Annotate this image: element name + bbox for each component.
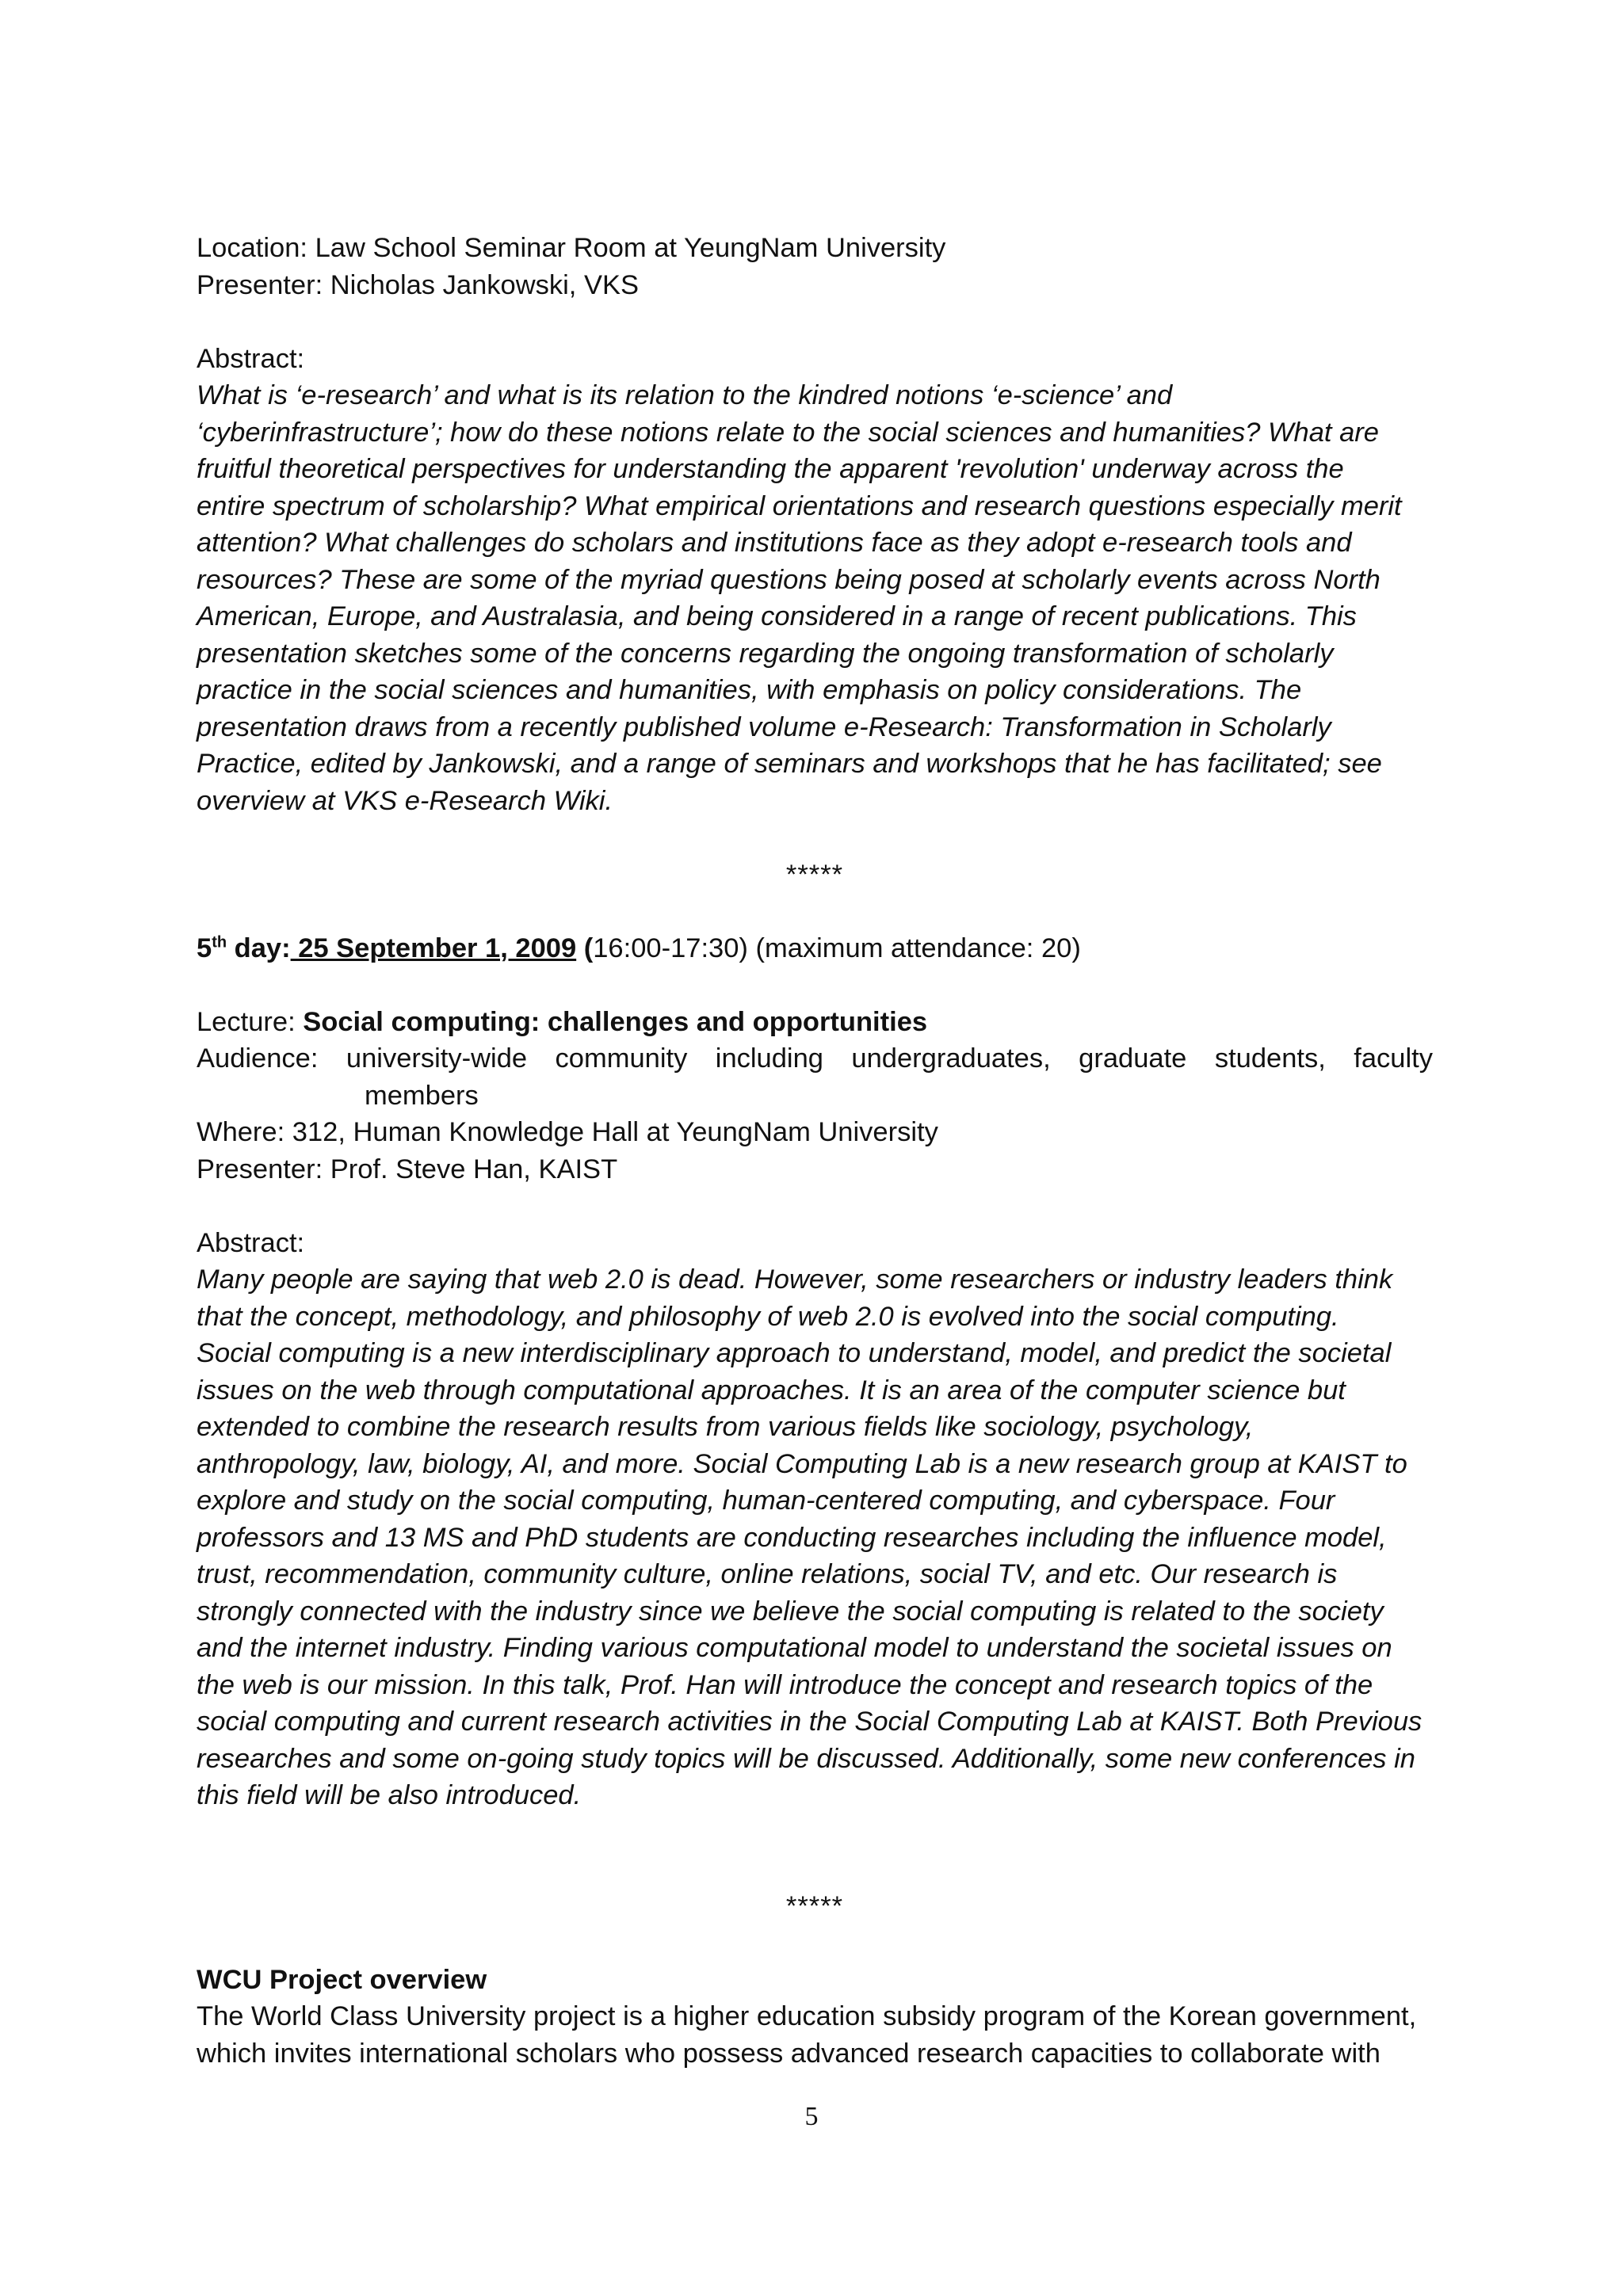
abstract-line: attention? What challenges do scholars and institutions face as they adopt e-research tools and <box>197 528 1352 558</box>
page-number: 5 <box>804 2102 819 2131</box>
abstract-line: ‘cyberinfrastructure’; how do these notions relate to the social sciences and humanities? What are <box>197 417 1379 448</box>
abstract-line: and the internet industry. Finding various computational model to understand the societal issues on <box>197 1633 1392 1663</box>
audience-word: Audience: <box>197 1043 319 1074</box>
abstract-line: anthropology, law, biology, AI, and more. Social Computing Lab is a new research group at KAIST to <box>197 1448 1407 1479</box>
section-separator: ***** <box>785 1890 844 1921</box>
audience-word: community <box>555 1043 688 1074</box>
day-suffix: th <box>212 933 227 951</box>
session-date: 25 September 1, 2009 <box>290 933 577 963</box>
abstract-line: presentation sketches some of the concerns regarding the ongoing transformation of scholarly <box>197 638 1334 669</box>
abstract-line: Many people are saying that web 2.0 is dead. However, some researchers or industry leaders think <box>197 1264 1393 1295</box>
abstract-line: entire spectrum of scholarship? What empirical orientations and research questions especially merit <box>197 490 1402 521</box>
abstract-line: practice in the social sciences and humanities, with emphasis on policy considerations. The <box>197 675 1302 705</box>
section-separator: ***** <box>785 859 844 890</box>
audience-word: graduate <box>1079 1043 1187 1074</box>
abstract-line: researches and some on-going study topics will be discussed. Additionally, some new conferences in <box>197 1743 1415 1774</box>
session5-abstract <box>197 1261 1433 1814</box>
session5-abstract-label: Abstract: <box>197 1227 305 1258</box>
session4-location: Location: Law School Seminar Room at YeungNam University <box>197 233 946 263</box>
audience-word: students, <box>1214 1043 1326 1074</box>
abstract-line: professors and 13 MS and PhD students are conducting researches including the influence model, <box>197 1522 1387 1553</box>
session4-abstract <box>197 377 1433 819</box>
session5-day-heading <box>197 930 1433 967</box>
session-time: 16:00-17:30) (maximum attendance: 20) <box>593 933 1081 963</box>
session4-abstract-label: Abstract: <box>197 343 305 374</box>
session5-presenter: Presenter: Prof. Steve Han, KAIST <box>197 1154 618 1184</box>
wcu-line: which invites international scholars who possess advanced research capacities to collaborate with <box>197 2038 1381 2069</box>
abstract-line: social computing and current research activities in the Social Computing Lab at KAIST. Both Previous <box>197 1707 1423 1737</box>
abstract-line: Practice, edited by Jankowski, and a range of seminars and workshops that he has facilitated; see <box>197 749 1382 779</box>
document-body <box>197 230 1433 2072</box>
abstract-line: American, Europe, and Australasia, and being considered in a range of recent publications. This <box>197 601 1357 631</box>
abstract-line: overview at VKS e-Research Wiki. <box>197 785 613 816</box>
audience-word: faculty <box>1354 1043 1433 1074</box>
lecture-title: Social computing: challenges and opportunities <box>303 1006 928 1037</box>
wcu-line: The World Class University project is a higher education subsidy program of the Korean government, <box>197 2001 1417 2031</box>
lecture-label: Lecture: <box>197 1006 304 1037</box>
day-word: day: <box>227 933 291 963</box>
abstract-line: strongly connected with the industry since we believe the social computing is related to the society <box>197 1596 1384 1627</box>
audience-word: university-wide <box>346 1043 528 1074</box>
session4-presenter: Presenter: Nicholas Jankowski, VKS <box>197 269 639 300</box>
abstract-line: this field will be also introduced. <box>197 1780 582 1810</box>
abstract-line: Social computing is a new interdisciplinary approach to understand, model, and predict the societal <box>197 1338 1392 1368</box>
day-number: 5 <box>197 933 212 963</box>
audience-word: including <box>715 1043 823 1074</box>
session5-lecture <box>197 1004 1433 1041</box>
abstract-line: trust, recommendation, community culture, online relations, social TV, and etc. Our research is <box>197 1559 1338 1589</box>
abstract-line: presentation draws from a recently published volume e-Research: Transformation in Scholarly <box>197 711 1331 742</box>
session5-audience-cont: members <box>365 1080 479 1111</box>
wcu-heading: WCU Project overview <box>197 1964 487 1995</box>
abstract-line: fruitful theoretical perspectives for understanding the apparent 'revolution' underway across the <box>197 454 1344 484</box>
abstract-line: What is ‘e-research’ and what is its relation to the kindred notions ‘e-science’ and <box>197 380 1173 410</box>
abstract-line: explore and study on the social computing, human-centered computing, and cyberspace. Four <box>197 1486 1335 1516</box>
audience-word: undergraduates, <box>851 1043 1051 1074</box>
abstract-line: that the concept, methodology, and philosophy of web 2.0 is evolved into the social computing. <box>197 1301 1339 1332</box>
session5-where: Where: 312, Human Knowledge Hall at YeungNam University <box>197 1117 938 1147</box>
abstract-line: the web is our mission. In this talk, Prof. Han will introduce the concept and research topics of the <box>197 1669 1373 1700</box>
abstract-line: issues on the web through computational approaches. It is an area of the computer science but <box>197 1375 1346 1405</box>
paren-open: ( <box>576 933 594 963</box>
session5-audience <box>197 1040 1433 1077</box>
abstract-line: extended to combine the research results from various fields like sociology, psychology, <box>197 1412 1254 1442</box>
abstract-line: resources? These are some of the myriad questions being posed at scholarly events across North <box>197 564 1381 595</box>
